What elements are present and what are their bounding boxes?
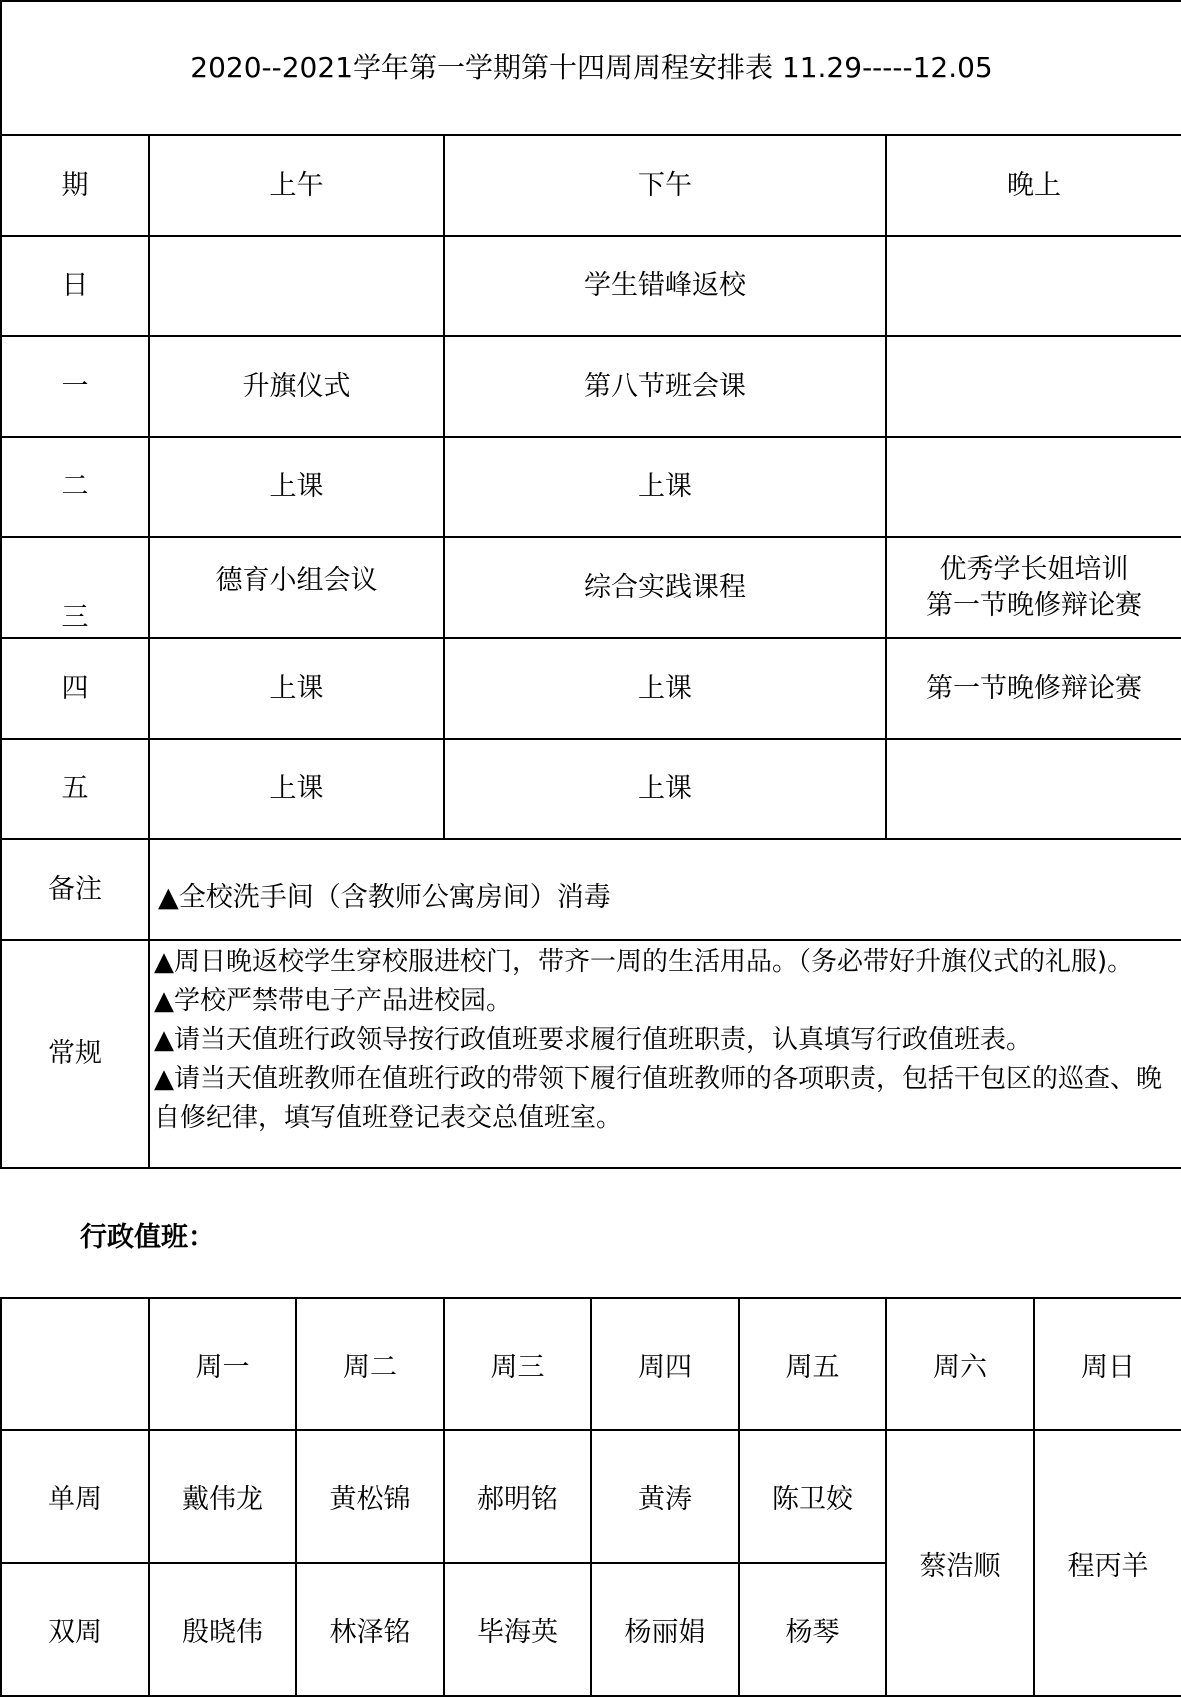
day-label: 二 <box>1 437 149 537</box>
evening-cell <box>886 739 1181 839</box>
day-label: 日 <box>1 236 149 336</box>
administrative-duty-table <box>0 1297 1181 1697</box>
notes-text: ▲全校洗手间（含教师公寓房间）消毒 <box>158 881 611 913</box>
afternoon-cell: 上课 <box>444 739 886 839</box>
duty-day-header: 周二 <box>296 1298 444 1430</box>
routine-item: ▲周日晚返校学生穿校服进校门，带齐一周的生活用品。（务必带好升旗仪式的礼服)。 <box>154 947 1134 977</box>
routine-item: ▲请当天值班教师在值班行政的带领下履行值班教师的各项职责，包括干包区的巡查、晚自修纪律，填写值班登记表交总值班室。 <box>154 1064 1162 1133</box>
duty-day-header: 周四 <box>591 1298 739 1430</box>
morning-cell: 德育小组会议 <box>149 537 444 638</box>
sunday-duty-name: 程丙羊 <box>1034 1430 1181 1696</box>
header-evening: 晚上 <box>886 135 1181 236</box>
schedule-row-friday <box>1 739 1181 839</box>
routine-label: 常规 <box>1 940 149 1168</box>
afternoon-cell: 第八节班会课 <box>444 336 886 437</box>
saturday-duty-name: 蔡浩顺 <box>886 1430 1034 1696</box>
header-afternoon: 下午 <box>444 135 886 236</box>
duty-name: 殷晓伟 <box>149 1563 296 1696</box>
schedule-header-row <box>1 135 1181 236</box>
header-period: 期 <box>1 135 149 236</box>
evening-cell <box>886 537 1181 638</box>
morning-cell <box>149 236 444 336</box>
duty-day-header: 周六 <box>886 1298 1034 1430</box>
duty-day-header: 周日 <box>1034 1298 1181 1430</box>
duty-row-single-week <box>1 1430 1181 1563</box>
schedule-title: 2020--2021学年第一学期第十四周周程安排表 11.29-----12.05 <box>1 1 1181 135</box>
afternoon-cell: 学生错峰返校 <box>444 236 886 336</box>
afternoon-cell: 上课 <box>444 638 886 739</box>
evening-cell <box>886 336 1181 437</box>
afternoon-cell: 上课 <box>444 437 886 537</box>
duty-name: 戴伟龙 <box>149 1430 296 1563</box>
duty-section-heading: 行政值班： <box>80 1222 215 1253</box>
duty-name: 黄松锦 <box>296 1430 444 1563</box>
week-type-label: 单周 <box>1 1430 149 1563</box>
morning-cell: 上课 <box>149 437 444 537</box>
evening-cell <box>886 236 1181 336</box>
day-label: 四 <box>1 638 149 739</box>
duty-name: 杨琴 <box>739 1563 886 1696</box>
notes-label: 备注 <box>1 839 149 940</box>
morning-cell: 升旗仪式 <box>149 336 444 437</box>
schedule-row-monday <box>1 336 1181 437</box>
afternoon-cell: 综合实践课程 <box>444 537 886 638</box>
notes-row <box>1 839 1181 940</box>
duty-header-row <box>1 1298 1181 1430</box>
schedule-row-wednesday <box>1 537 1181 638</box>
morning-cell: 上课 <box>149 638 444 739</box>
week-type-label: 双周 <box>1 1563 149 1696</box>
day-label: 五 <box>1 739 149 839</box>
routine-cell <box>149 940 1181 1168</box>
schedule-row-sunday <box>1 236 1181 336</box>
duty-name: 黄涛 <box>591 1430 739 1563</box>
duty-name: 毕海英 <box>444 1563 591 1696</box>
duty-name: 林泽铭 <box>296 1563 444 1696</box>
routine-row <box>1 940 1181 1168</box>
header-morning: 上午 <box>149 135 444 236</box>
evening-cell <box>886 437 1181 537</box>
day-label: 一 <box>1 336 149 437</box>
routine-item: ▲学校严禁带电子产品进校园。 <box>154 986 512 1016</box>
notes-cell <box>149 839 1181 940</box>
duty-day-header: 周五 <box>739 1298 886 1430</box>
duty-name: 郝明铭 <box>444 1430 591 1563</box>
schedule-row-thursday <box>1 638 1181 739</box>
schedule-row-tuesday <box>1 437 1181 537</box>
duty-day-header: 周三 <box>444 1298 591 1430</box>
day-label: 三 <box>1 537 149 638</box>
evening-line: 第一节晚修辩论赛 <box>926 589 1143 621</box>
duty-day-header: 周一 <box>149 1298 296 1430</box>
duty-name: 杨丽娟 <box>591 1563 739 1696</box>
duty-corner-cell <box>1 1298 149 1430</box>
evening-line: 优秀学长姐培训 <box>939 554 1129 586</box>
evening-cell: 第一节晚修辩论赛 <box>886 638 1181 739</box>
morning-cell: 上课 <box>149 739 444 839</box>
routine-item: ▲请当天值班行政领导按行政值班要求履行值班职责，认真填写行政值班表。 <box>154 1025 1032 1055</box>
duty-name: 陈卫姣 <box>739 1430 886 1563</box>
